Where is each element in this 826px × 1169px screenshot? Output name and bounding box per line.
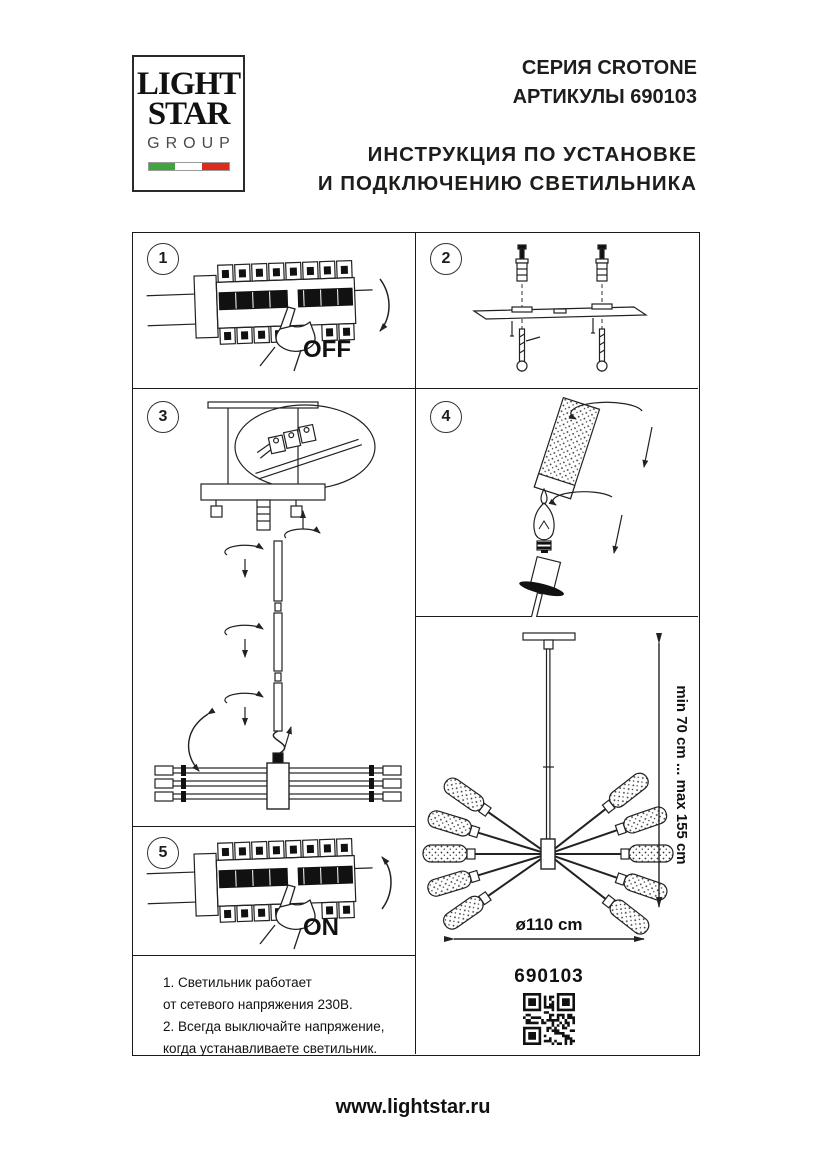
step-5-panel (133, 827, 416, 956)
lamp-socket (511, 554, 571, 617)
note-line-3: 2. Всегда выключайте напряжение, (163, 1018, 385, 1034)
website-url: www.lightstar.ru (335, 1096, 491, 1118)
ceiling-canopy (523, 633, 575, 640)
turn-off-arrow (380, 279, 389, 331)
step-1-badge: 1 (147, 243, 179, 275)
instruction-title-line2: И ПОДКЛЮЧЕНИЮ СВЕТИЛЬНИКА (317, 172, 697, 195)
diameter-label: ø110 cm (515, 915, 583, 934)
step-2-badge: 2 (430, 243, 462, 275)
swivel-arrow (189, 714, 208, 771)
logo-line-group: GROUP (147, 134, 236, 152)
series-name: СЕРИЯ CROTONE (521, 57, 697, 79)
note-line-1: 1. Светильник работает (163, 975, 312, 990)
rod-assembly-diagram (133, 389, 416, 827)
terminal-block-detail (248, 415, 364, 479)
wall-anchors (516, 245, 608, 281)
instruction-title-line1: ИНСТРУКЦИЯ ПО УСТАНОВКЕ (367, 143, 697, 166)
turn-on-arrow (382, 857, 391, 909)
suspension-rod (547, 649, 550, 839)
lightstar-logo (132, 55, 245, 192)
step-3-panel (133, 389, 416, 827)
power-cable (273, 731, 284, 753)
qr-code (523, 993, 575, 1045)
mounting-screws (517, 329, 607, 371)
logo-line-light: LIGHT (136, 66, 241, 102)
circuit-breaker-row (146, 260, 375, 347)
article-number-line: АРТИКУЛЫ 690103 (512, 86, 697, 108)
candle-bulb-icon (534, 489, 554, 553)
chandelier-body-folded (155, 763, 401, 809)
glass-shade (534, 398, 599, 499)
step-4-panel (416, 389, 698, 617)
header-title-block (318, 140, 697, 198)
logo-line-star: STAR (147, 96, 230, 133)
screw-rotation-arrows-left (225, 545, 263, 725)
instruction-table (132, 232, 700, 1056)
chandelier-diagram (416, 617, 698, 1054)
threaded-nipple (257, 500, 270, 530)
step-5-badge: 5 (147, 837, 179, 869)
off-label: OFF (303, 336, 351, 363)
central-hub (541, 839, 555, 869)
header-series-block (513, 54, 697, 112)
step-3-badge: 3 (147, 401, 179, 433)
mounting-bar (474, 304, 646, 336)
flag-red (202, 163, 229, 170)
safety-notes-panel (133, 956, 416, 1054)
italian-flag-icon (148, 162, 230, 171)
article-number: 690103 (514, 966, 584, 987)
product-overview-panel (416, 617, 698, 1054)
note-line-2: от сетевого напряжения 230В. (163, 996, 353, 1012)
note-line-4: когда устанавливаете светильник. (163, 1040, 378, 1056)
mounting-plate (201, 484, 325, 500)
circuit-breaker-row (146, 838, 375, 925)
step-1-panel (133, 233, 416, 389)
flag-white (175, 163, 202, 170)
step-4-badge: 4 (430, 401, 462, 433)
flag-green (149, 163, 176, 170)
rod-segments (274, 541, 282, 731)
on-label: ON (303, 914, 339, 941)
height-range-label: min 70 cm ... max 155 cm (673, 685, 690, 865)
step-2-panel (416, 233, 698, 389)
cable-plug (273, 753, 283, 763)
